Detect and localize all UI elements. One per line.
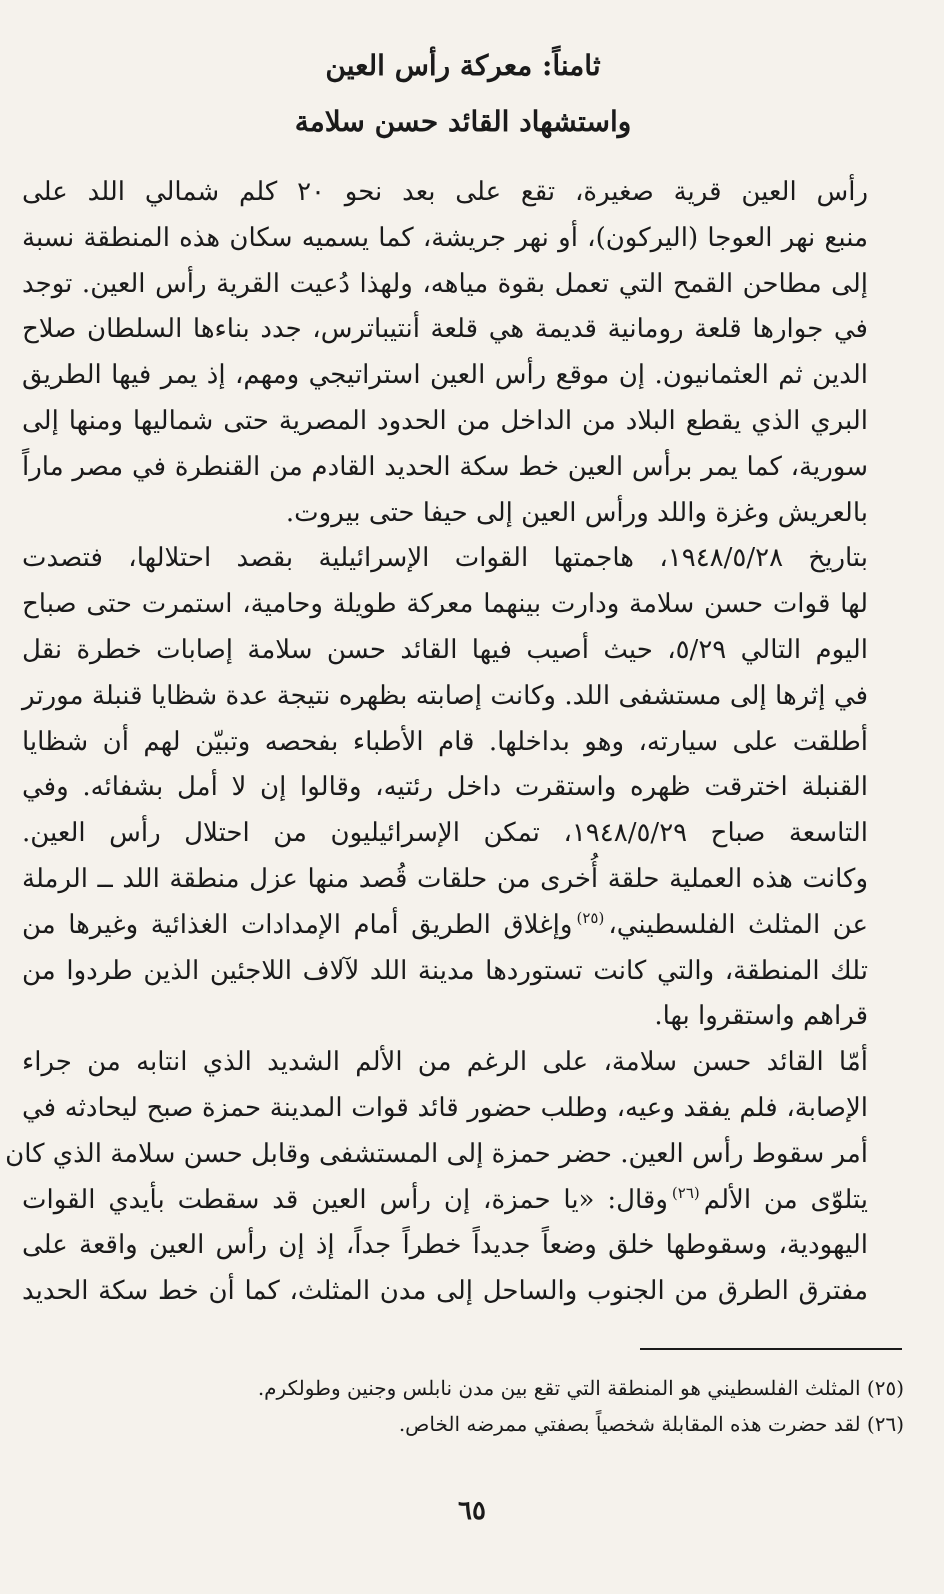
text-line: التاسعة صباح ١٩٤٨/٥/٢٩، تمكن الإسرائيليون من احتلال رأس العين. bbox=[22, 818, 868, 849]
text-line: الدين ثم العثمانيون. إن موقع رأس العين استراتيجي ومهم، إذ يمر فيها الطريق bbox=[22, 360, 868, 391]
footnote-26: (٢٦) لقد حضرت هذه المقابلة شخصياً بصفتي ممرضه الخاص. bbox=[398, 1412, 904, 1436]
text-line: وكانت هذه العملية حلقة أُخرى من حلقات قُصد منها عزل منطقة اللد ــ الرملة bbox=[22, 863, 868, 894]
body-text bbox=[5, 170, 904, 1315]
text-line: الإصابة، فلم يفقد وعيه، وطلب حضور قائد قوات المدينة حمزة صبح ليحادثه في bbox=[22, 1092, 868, 1123]
paragraph-2 bbox=[22, 536, 904, 1040]
text-line: اليهودية، وسقوطها خلق وضعاً جديداً خطراً جداً، إذ إن رأس العين واقعة على bbox=[22, 1230, 868, 1261]
text-line: منبع نهر العوجا (اليركون)، أو نهر جريشة، كما يسميه سكان هذه المنطقة نسبة bbox=[22, 222, 868, 253]
paragraph-3 bbox=[5, 1040, 904, 1315]
footnote-divider bbox=[640, 1348, 902, 1350]
text-line bbox=[22, 1178, 904, 1224]
text-line: أمّا القائد حسن سلامة، على الرغم من الألم الشديد الذي انتابه من جراء bbox=[22, 1047, 868, 1078]
text-line: أمر سقوط رأس العين. حضر حمزة إلى المستشفى وقابل حسن سلامة الذي كان bbox=[5, 1138, 868, 1169]
text-fragment: يتلوّى من الألم bbox=[703, 1184, 869, 1215]
text-fragment: عن المثلث الفلسطيني، bbox=[608, 909, 868, 940]
text-fragment: وقال: «يا حمزة، إن رأس العين قد سقطت بأيدي القوات bbox=[22, 1184, 668, 1215]
text-line: القنبلة اخترقت ظهره واستقرت داخل رئتيه، وقالوا إن لا أمل بشفائه. وفي bbox=[22, 772, 868, 803]
footnotes bbox=[44, 1370, 904, 1442]
footnote-ref-26[interactable]: (٢٦) bbox=[671, 1183, 700, 1202]
paragraph-1 bbox=[22, 170, 904, 536]
text-line: قراهم واستقروا بها. bbox=[654, 1001, 868, 1032]
text-line: إلى مطاحن القمح التي تعمل بقوة مياهه، ولهذا دُعيت القرية رأس العين. توجد bbox=[22, 268, 868, 299]
section-subtitle: واستشهاد القائد حسن سلامة bbox=[294, 105, 632, 138]
text-line: سورية، كما يمر برأس العين خط سكة الحديد القادم من القنطرة في مصر ماراً bbox=[22, 451, 868, 482]
text-fragment: وإغلاق الطريق أمام الإمدادات الغذائية وغيرها من bbox=[22, 909, 573, 940]
text-line: في جوارها قلعة رومانية قديمة هي قلعة أنتيباترس، جدد بناءها السلطان صلاح bbox=[22, 314, 868, 345]
text-line: لها قوات حسن سلامة ودارت بينهما معركة طويلة وحامية، استمرت حتى صباح bbox=[22, 589, 868, 620]
text-line: تلك المنطقة، والتي كانت تستوردها مدينة اللد لآلاف اللاجئين الذين طردوا من bbox=[22, 955, 868, 986]
text-line: البري الذي يقطع البلاد من الداخل من الحدود المصرية حتى شماليها ومنها إلى bbox=[22, 405, 868, 436]
text-line: بالعريش وغزة واللد ورأس العين إلى حيفا حتى بيروت. bbox=[285, 497, 868, 528]
text-line: اليوم التالي ٥/٢٩، حيث أصيب فيها القائد حسن سلامة إصابات خطرة نقل bbox=[22, 634, 868, 665]
text-line bbox=[22, 903, 904, 949]
footnote-25: (٢٥) المثلث الفلسطيني هو المنطقة التي تقع بين مدن نابلس وجنين وطولكرم. bbox=[257, 1376, 904, 1400]
text-line: بتاريخ ١٩٤٨/٥/٢٨، هاجمتها القوات الإسرائيلية بقصد احتلالها، فتصدت bbox=[22, 543, 869, 574]
text-line: في إثرها إلى مستشفى اللد. وكانت إصابته بظهره نتيجة عدة شظايا قنبلة مورتر bbox=[22, 680, 868, 711]
text-line: أطلقت على سيارته، وهو بداخلها. قام الأطباء بفحصه وتبيّن لهم أن شظايا bbox=[22, 726, 868, 757]
text-line: مفترق الطرق من الجنوب والساحل إلى مدن المثلث، كما أن خط سكة الحديد bbox=[22, 1276, 868, 1307]
text-line: رأس العين قرية صغيرة، تقع على بعد نحو ٢٠ كلم شمالي اللد على bbox=[22, 177, 868, 207]
section-title: ثامناً: معركة رأس العين bbox=[325, 49, 601, 82]
footnote-ref-25[interactable]: (٢٥) bbox=[576, 909, 605, 928]
page-number: ٦٥ bbox=[458, 1496, 486, 1526]
